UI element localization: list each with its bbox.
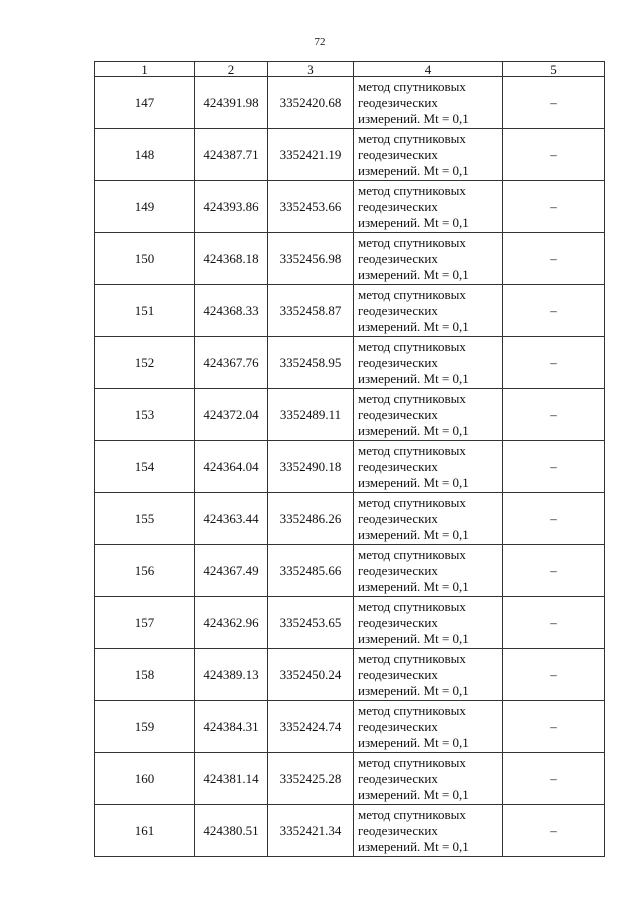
x-coordinate-cell: 424367.76 bbox=[195, 337, 268, 389]
method-text-line: измерений. Mt = 0,1 bbox=[358, 110, 469, 126]
table-row bbox=[95, 233, 605, 285]
method-text-line: геодезических bbox=[358, 406, 438, 422]
point-number-cell: 149 bbox=[95, 181, 195, 233]
table-row bbox=[95, 649, 605, 701]
method-text-line: измерений. Mt = 0,1 bbox=[358, 214, 469, 230]
note-cell: – bbox=[503, 389, 605, 441]
table-row bbox=[95, 597, 605, 649]
x-coordinate-cell: 424362.96 bbox=[195, 597, 268, 649]
y-coordinate-cell: 3352490.18 bbox=[268, 441, 354, 493]
method-text-line: метод спутниковых bbox=[358, 182, 466, 198]
point-number-cell: 155 bbox=[95, 493, 195, 545]
method-text-line: измерений. Mt = 0,1 bbox=[358, 578, 469, 594]
method-cell bbox=[354, 493, 503, 545]
method-text-line: метод спутниковых bbox=[358, 546, 466, 562]
header-cell: 3 bbox=[268, 62, 354, 77]
y-coordinate-cell: 3352458.87 bbox=[268, 285, 354, 337]
note-cell: – bbox=[503, 753, 605, 805]
method-text-line: геодезических bbox=[358, 354, 438, 370]
coordinates-table bbox=[94, 61, 605, 857]
note-cell: – bbox=[503, 649, 605, 701]
header-cell: 1 bbox=[95, 62, 195, 77]
method-cell bbox=[354, 805, 503, 857]
point-number-cell: 161 bbox=[95, 805, 195, 857]
method-text-line: метод спутниковых bbox=[358, 702, 466, 718]
table-row bbox=[95, 181, 605, 233]
y-coordinate-cell: 3352420.68 bbox=[268, 77, 354, 129]
y-coordinate-cell: 3352453.66 bbox=[268, 181, 354, 233]
method-text-line: геодезических bbox=[358, 770, 438, 786]
method-text-line: геодезических bbox=[358, 198, 438, 214]
method-cell bbox=[354, 545, 503, 597]
method-text-line: метод спутниковых bbox=[358, 442, 466, 458]
table-row bbox=[95, 77, 605, 129]
note-cell: – bbox=[503, 129, 605, 181]
y-coordinate-cell: 3352421.34 bbox=[268, 805, 354, 857]
x-coordinate-cell: 424364.04 bbox=[195, 441, 268, 493]
method-text-line: измерений. Mt = 0,1 bbox=[358, 266, 469, 282]
point-number-cell: 157 bbox=[95, 597, 195, 649]
table-row bbox=[95, 389, 605, 441]
method-text-line: геодезических bbox=[358, 250, 438, 266]
table-row bbox=[95, 129, 605, 181]
method-text-line: метод спутниковых bbox=[358, 494, 466, 510]
method-text-line: метод спутниковых bbox=[358, 650, 466, 666]
x-coordinate-cell: 424391.98 bbox=[195, 77, 268, 129]
method-text-line: метод спутниковых bbox=[358, 390, 466, 406]
method-text-line: метод спутниковых bbox=[358, 234, 466, 250]
method-text-line: геодезических bbox=[358, 146, 438, 162]
y-coordinate-cell: 3352486.26 bbox=[268, 493, 354, 545]
method-text-line: геодезических bbox=[358, 510, 438, 526]
method-text-line: измерений. Mt = 0,1 bbox=[358, 422, 469, 438]
x-coordinate-cell: 424387.71 bbox=[195, 129, 268, 181]
y-coordinate-cell: 3352424.74 bbox=[268, 701, 354, 753]
note-cell: – bbox=[503, 701, 605, 753]
y-coordinate-cell: 3352458.95 bbox=[268, 337, 354, 389]
table-row bbox=[95, 337, 605, 389]
method-text-line: измерений. Mt = 0,1 bbox=[358, 838, 469, 854]
header-cell: 2 bbox=[195, 62, 268, 77]
y-coordinate-cell: 3352485.66 bbox=[268, 545, 354, 597]
note-cell: – bbox=[503, 181, 605, 233]
x-coordinate-cell: 424367.49 bbox=[195, 545, 268, 597]
method-text-line: геодезических bbox=[358, 562, 438, 578]
x-coordinate-cell: 424368.18 bbox=[195, 233, 268, 285]
table-row bbox=[95, 545, 605, 597]
table-row bbox=[95, 701, 605, 753]
method-text-line: измерений. Mt = 0,1 bbox=[358, 526, 469, 542]
method-cell bbox=[354, 389, 503, 441]
note-cell: – bbox=[503, 337, 605, 389]
method-text-line: измерений. Mt = 0,1 bbox=[358, 786, 469, 802]
table-body bbox=[95, 77, 605, 857]
point-number-cell: 154 bbox=[95, 441, 195, 493]
method-text-line: геодезических bbox=[358, 614, 438, 630]
x-coordinate-cell: 424384.31 bbox=[195, 701, 268, 753]
table-row bbox=[95, 493, 605, 545]
point-number-cell: 148 bbox=[95, 129, 195, 181]
header-cell: 4 bbox=[354, 62, 503, 77]
note-cell: – bbox=[503, 545, 605, 597]
point-number-cell: 160 bbox=[95, 753, 195, 805]
table-row bbox=[95, 285, 605, 337]
method-cell bbox=[354, 77, 503, 129]
method-text-line: измерений. Mt = 0,1 bbox=[358, 630, 469, 646]
method-text-line: измерений. Mt = 0,1 bbox=[358, 474, 469, 490]
method-text-line: метод спутниковых bbox=[358, 78, 466, 94]
method-text-line: метод спутниковых bbox=[358, 338, 466, 354]
page-number: 72 bbox=[314, 36, 326, 48]
method-text-line: измерений. Mt = 0,1 bbox=[358, 682, 469, 698]
method-text-line: геодезических bbox=[358, 666, 438, 682]
method-cell bbox=[354, 285, 503, 337]
table-row bbox=[95, 805, 605, 857]
method-text-line: метод спутниковых bbox=[358, 754, 466, 770]
table-header-row bbox=[95, 62, 605, 77]
method-text-line: метод спутниковых bbox=[358, 806, 466, 822]
note-cell: – bbox=[503, 441, 605, 493]
method-cell bbox=[354, 181, 503, 233]
method-cell bbox=[354, 597, 503, 649]
table-row bbox=[95, 753, 605, 805]
method-cell bbox=[354, 233, 503, 285]
method-text-line: метод спутниковых bbox=[358, 598, 466, 614]
method-cell bbox=[354, 701, 503, 753]
point-number-cell: 147 bbox=[95, 77, 195, 129]
method-text-line: метод спутниковых bbox=[358, 286, 466, 302]
method-text-line: метод спутниковых bbox=[358, 130, 466, 146]
x-coordinate-cell: 424381.14 bbox=[195, 753, 268, 805]
y-coordinate-cell: 3352453.65 bbox=[268, 597, 354, 649]
y-coordinate-cell: 3352450.24 bbox=[268, 649, 354, 701]
note-cell: – bbox=[503, 285, 605, 337]
y-coordinate-cell: 3352425.28 bbox=[268, 753, 354, 805]
x-coordinate-cell: 424380.51 bbox=[195, 805, 268, 857]
point-number-cell: 150 bbox=[95, 233, 195, 285]
point-number-cell: 159 bbox=[95, 701, 195, 753]
x-coordinate-cell: 424389.13 bbox=[195, 649, 268, 701]
header-cell: 5 bbox=[503, 62, 605, 77]
point-number-cell: 152 bbox=[95, 337, 195, 389]
method-text-line: измерений. Mt = 0,1 bbox=[358, 162, 469, 178]
point-number-cell: 158 bbox=[95, 649, 195, 701]
x-coordinate-cell: 424372.04 bbox=[195, 389, 268, 441]
method-cell bbox=[354, 441, 503, 493]
y-coordinate-cell: 3352456.98 bbox=[268, 233, 354, 285]
note-cell: – bbox=[503, 77, 605, 129]
note-cell: – bbox=[503, 597, 605, 649]
point-number-cell: 153 bbox=[95, 389, 195, 441]
method-text-line: геодезических bbox=[358, 302, 438, 318]
method-cell bbox=[354, 753, 503, 805]
method-text-line: геодезических bbox=[358, 458, 438, 474]
x-coordinate-cell: 424393.86 bbox=[195, 181, 268, 233]
method-cell bbox=[354, 129, 503, 181]
method-cell bbox=[354, 649, 503, 701]
note-cell: – bbox=[503, 233, 605, 285]
method-text-line: измерений. Mt = 0,1 bbox=[358, 370, 469, 386]
point-number-cell: 151 bbox=[95, 285, 195, 337]
method-text-line: геодезических bbox=[358, 822, 438, 838]
point-number-cell: 156 bbox=[95, 545, 195, 597]
x-coordinate-cell: 424363.44 bbox=[195, 493, 268, 545]
y-coordinate-cell: 3352489.11 bbox=[268, 389, 354, 441]
method-cell bbox=[354, 337, 503, 389]
method-text-line: геодезических bbox=[358, 718, 438, 734]
y-coordinate-cell: 3352421.19 bbox=[268, 129, 354, 181]
method-text-line: измерений. Mt = 0,1 bbox=[358, 734, 469, 750]
method-text-line: измерений. Mt = 0,1 bbox=[358, 318, 469, 334]
note-cell: – bbox=[503, 805, 605, 857]
note-cell: – bbox=[503, 493, 605, 545]
table-row bbox=[95, 441, 605, 493]
x-coordinate-cell: 424368.33 bbox=[195, 285, 268, 337]
method-text-line: геодезических bbox=[358, 94, 438, 110]
